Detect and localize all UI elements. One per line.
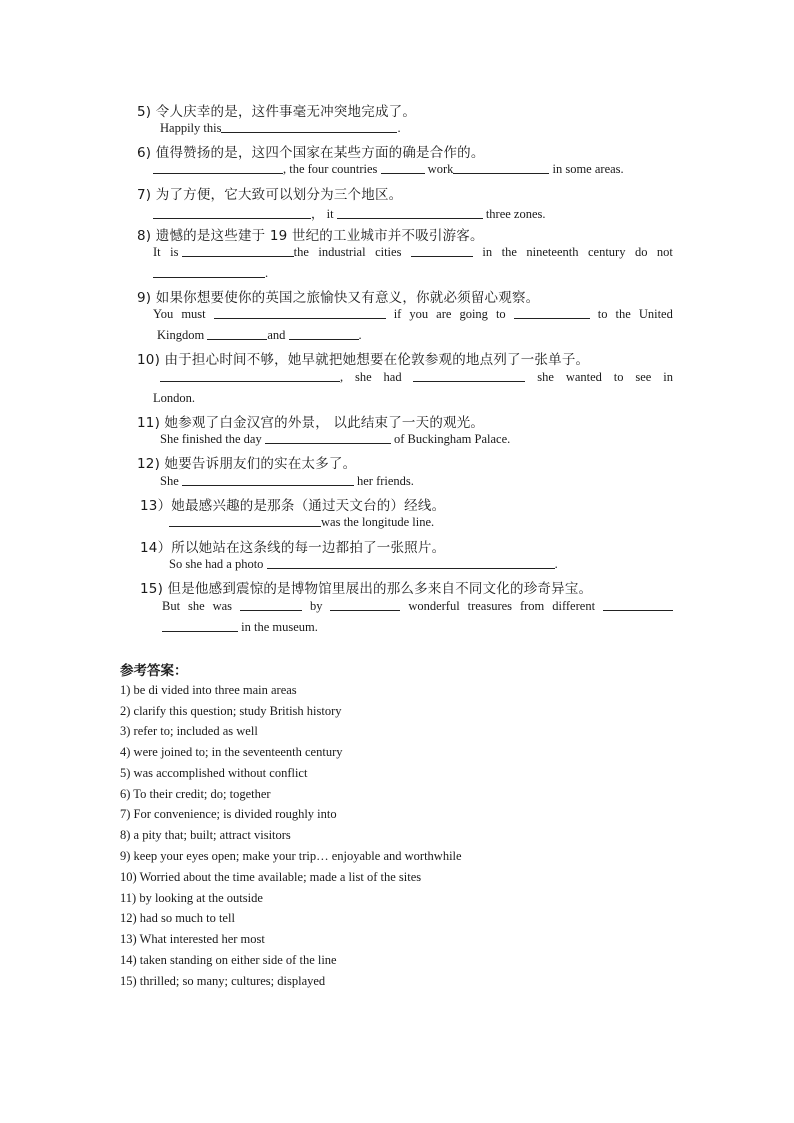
answer-blank[interactable] xyxy=(381,172,425,174)
answer-item: 4) were joined to; in the seventeenth century xyxy=(120,745,343,759)
q15-english-line2: in the museum. xyxy=(162,620,318,635)
q15-chinese: 15) 但是他感到震惊的是博物馆里展出的那么多来自不同文化的珍奇异宝。 xyxy=(140,581,593,597)
q8-english-line1: It is the industrial cities in the nineteenth century do not xyxy=(153,245,673,259)
answer-item: 14) taken standing on either side of the line xyxy=(120,953,337,967)
q13-chinese: 13）她最感兴趣的是那条（通过天文台的）经线。 xyxy=(140,498,446,514)
answers-heading: 参考答案： xyxy=(120,663,188,679)
q14-chinese: 14）所以她站在这条线的每一边都拍了一张照片。 xyxy=(140,540,446,556)
answer-blank[interactable] xyxy=(337,217,483,219)
q14-english: So she had a photo . xyxy=(169,557,558,571)
answer-item: 2) clarify this question; study British history xyxy=(120,704,342,718)
answer-blank[interactable] xyxy=(267,567,555,569)
answer-blank[interactable] xyxy=(160,380,340,382)
answer-blank[interactable] xyxy=(330,609,400,611)
answer-item: 10) Worried about the time available; made a list of the sites xyxy=(120,870,422,884)
answer-blank[interactable] xyxy=(265,442,391,444)
answer-item: 9) keep your eyes open; make your trip… enjoyable and worthwhile xyxy=(120,849,462,863)
q9-english-line2: Kingdom and . xyxy=(157,328,362,342)
q5-english: Happily this . xyxy=(160,121,401,135)
q10-english-line2: London. xyxy=(153,391,196,405)
answer-item: 1) be di vided into three main areas xyxy=(120,683,297,697)
answer-item: 13) What interested her most xyxy=(120,932,265,946)
answer-item: 12) had so much to tell xyxy=(120,911,235,925)
q9-chinese: 9) 如果你想要使你的英国之旅愉快又有意义，你就必须留心观察。 xyxy=(137,290,540,306)
answer-blank[interactable] xyxy=(153,172,283,174)
answer-item: 6) To their credit; do; together xyxy=(120,787,271,801)
answer-blank[interactable] xyxy=(153,217,311,219)
q12-chinese: 12) 她要告诉朋友们的实在太多了。 xyxy=(137,456,357,472)
answer-blank[interactable] xyxy=(182,255,294,257)
q7-english: ， it three zones. xyxy=(153,204,546,222)
answer-item: 15) thrilled; so many; cultures; displayed xyxy=(120,974,326,988)
answer-blank[interactable] xyxy=(240,609,302,611)
answer-item: 5) was accomplished without conflict xyxy=(120,766,308,780)
answer-blank[interactable] xyxy=(603,609,673,611)
q13-english: was the longitude line. xyxy=(169,515,434,530)
answer-blank[interactable] xyxy=(413,380,525,382)
q10-chinese: 10) 由于担心时间不够，她早就把她想要在伦敦参观的地点列了一张单子。 xyxy=(137,352,590,368)
answer-blank[interactable] xyxy=(162,630,238,632)
q9-english-line1: You must if you are going to to the United xyxy=(153,307,673,321)
answer-blank[interactable] xyxy=(207,338,267,340)
answer-blank[interactable] xyxy=(182,484,354,486)
answer-blank[interactable] xyxy=(214,317,386,319)
q8-chinese: 8) 遗憾的是这些建于 19 世纪的工业城市并不吸引游客。 xyxy=(137,228,484,244)
q11-chinese: 11) 她参观了白金汉宫的外景， 以此结束了一天的观光。 xyxy=(137,415,485,431)
answer-blank[interactable] xyxy=(221,131,397,133)
q15-english-line1: But she was by wonderful treasures from different xyxy=(162,599,673,614)
q11-english: She finished the day of Buckingham Palace. xyxy=(160,432,511,446)
answer-blank[interactable] xyxy=(169,525,321,527)
answer-item: 7) For convenience; is divided roughly into xyxy=(120,807,337,821)
q6-english: , the four countries work in some areas. xyxy=(153,162,624,177)
answer-item: 11) by looking at the outside xyxy=(120,891,263,905)
q6-chinese: 6) 值得赞扬的是，这四个国家在某些方面的确是合作的。 xyxy=(137,145,485,161)
answer-item: 8) a pity that; built; attract visitors xyxy=(120,828,291,842)
q12-english: She her friends. xyxy=(160,474,414,488)
q5-chinese: 5) 令人庆幸的是，这件事毫无冲突地完成了。 xyxy=(137,104,417,120)
answer-blank[interactable] xyxy=(411,255,473,257)
answer-blank[interactable] xyxy=(289,338,359,340)
answer-blank[interactable] xyxy=(453,172,549,174)
answer-blank[interactable] xyxy=(153,276,265,278)
q7-chinese: 7) 为了方便，它大致可以划分为三个地区。 xyxy=(137,187,403,203)
answer-item: 3) refer to; included as well xyxy=(120,724,258,738)
answer-blank[interactable] xyxy=(514,317,590,319)
q8-english-line2: . xyxy=(153,266,268,281)
q10-english-line1: , she had she wanted to see in xyxy=(160,370,673,385)
